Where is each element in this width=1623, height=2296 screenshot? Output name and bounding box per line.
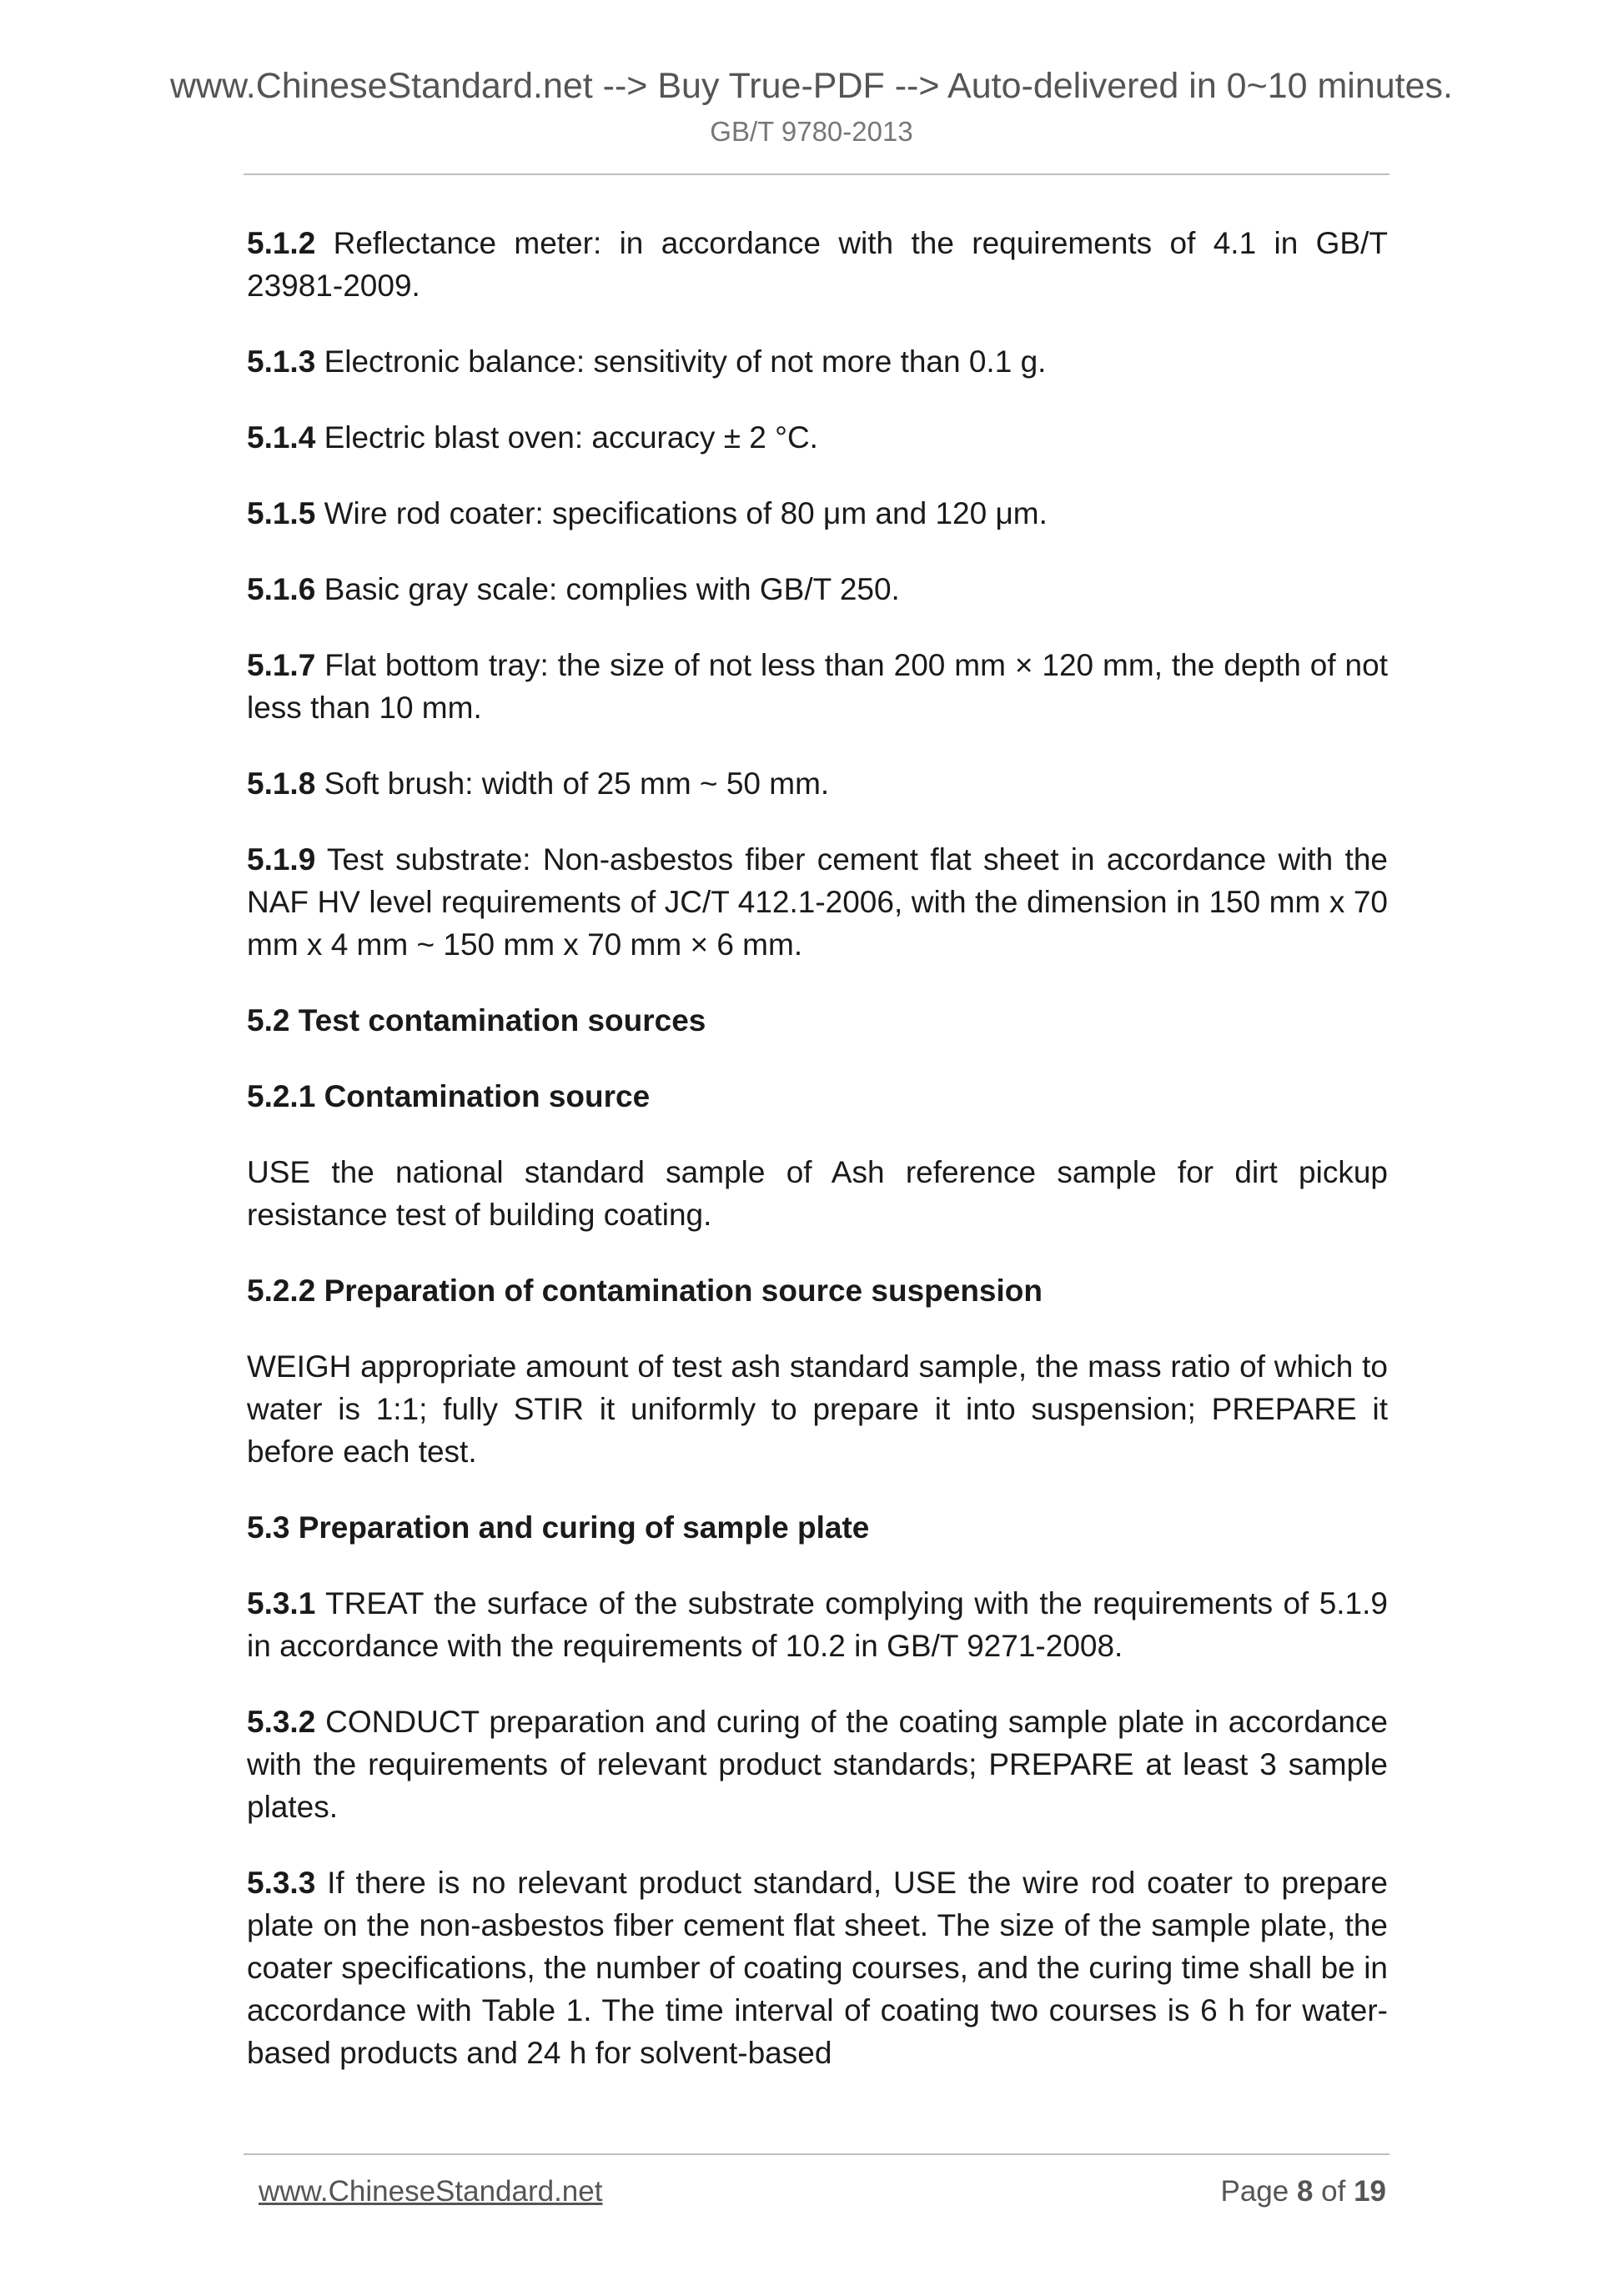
clause-5-3-2 (247, 1701, 1388, 1828)
page-indicator (1220, 2175, 1386, 2208)
clause-number: 5.1.9 (247, 842, 316, 877)
heading-5-2-2: 5.2.2 Preparation of contamination source suspension (247, 1274, 1043, 1308)
footer-divider (244, 2153, 1389, 2155)
clause-text: Flat bottom tray: the size of not less than 200 mm × 120 mm, the depth of not less than 10 mm. (247, 648, 1388, 725)
page-header (0, 63, 1623, 150)
paragraph-5-2-2: WEIGH appropriate amount of test ash standard sample, the mass ratio of which to water is 1:1; fully STIR it uniformly to prepare it into suspension; PREPARE it before each test. (247, 1349, 1388, 1469)
page-prefix: Page (1220, 2175, 1297, 2208)
footer-website-link[interactable]: www.ChineseStandard.net (259, 2175, 603, 2208)
paragraph-5-2-1: USE the national standard sample of Ash reference sample for dirt pickup resistance test of building coating. (247, 1155, 1388, 1232)
clause-text: Basic gray scale: complies with GB/T 250. (315, 572, 900, 606)
clause-text: Soft brush: width of 25 mm ~ 50 mm. (315, 766, 830, 801)
header-document-id: GB/T 9780-2013 (710, 116, 913, 147)
clause-number: 5.1.8 (247, 766, 316, 801)
clause-text: CONDUCT preparation and curing of the coating sample plate in accordance with the requirements of relevant product standards; PREPARE at least 3 sample plates. (247, 1705, 1388, 1824)
page-current: 8 (1296, 2175, 1314, 2208)
clause-5-1-7 (247, 644, 1388, 729)
clause-number: 5.1.7 (247, 648, 316, 682)
heading-5-3: 5.3 Preparation and curing of sample plate (247, 1510, 870, 1545)
clause-number: 5.3.1 (247, 1586, 316, 1620)
clause-5-1-3 (247, 340, 1388, 383)
heading-5-2: 5.2 Test contamination sources (247, 1003, 706, 1037)
clause-number: 5.1.3 (247, 344, 316, 379)
clause-number: 5.1.2 (247, 226, 316, 260)
clause-text: TREAT the surface of the substrate complying with the requirements of 5.1.9 in accordance with the requirements of 10.2 in GB/T 9271-2008. (247, 1586, 1388, 1663)
clause-5-3-3 (247, 1861, 1388, 2074)
clause-text: If there is no relevant product standard, USE the wire rod coater to prepare plate on the non-asbestos fiber cement flat sheet. The size of the sample plate, the coater specifications, the number of coating courses, and the curing time shall be in accordance with Table 1. The time interval of coating two courses is 6 h for water-based products and 24 h for solvent-based (247, 1866, 1388, 2070)
header-divider (244, 173, 1389, 175)
page-total: 19 (1354, 2175, 1386, 2208)
clause-5-1-9 (247, 838, 1388, 966)
clause-number: 5.1.5 (247, 496, 316, 530)
heading-5-2-1: 5.2.1 Contamination source (247, 1079, 651, 1113)
clause-5-1-8 (247, 762, 1388, 805)
clause-5-1-6 (247, 568, 1388, 610)
clause-number: 5.3.3 (247, 1866, 316, 1900)
clause-text: Reflectance meter: in accordance with the requirements of 4.1 in GB/T 23981-2009. (247, 226, 1388, 303)
header-banner[interactable]: www.ChineseStandard.net --> Buy True-PDF --> Auto-delivered in 0~10 minutes. (169, 66, 1453, 106)
clause-5-1-2 (247, 222, 1388, 307)
document-body (247, 222, 1388, 2108)
clause-5-3-1 (247, 1582, 1388, 1667)
page-of: of (1313, 2175, 1354, 2208)
clause-text: Wire rod coater: specifications of 80 μm and 120 μm. (315, 496, 1048, 530)
clause-number: 5.3.2 (247, 1705, 316, 1739)
clause-number: 5.1.6 (247, 572, 316, 606)
clause-text: Electric blast oven: accuracy ± 2 °C. (315, 420, 818, 455)
clause-5-1-4 (247, 416, 1388, 459)
clause-text: Electronic balance: sensitivity of not more than 0.1 g. (315, 344, 1047, 379)
clause-number: 5.1.4 (247, 420, 316, 455)
clause-text: Test substrate: Non-asbestos fiber cement flat sheet in accordance with the NAF HV level requirements of JC/T 412.1-2006, with the dimension in 150 mm x 70 mm x 4 mm ~ 150 mm x 70 mm × 6 mm. (247, 842, 1388, 962)
clause-5-1-5 (247, 492, 1388, 535)
